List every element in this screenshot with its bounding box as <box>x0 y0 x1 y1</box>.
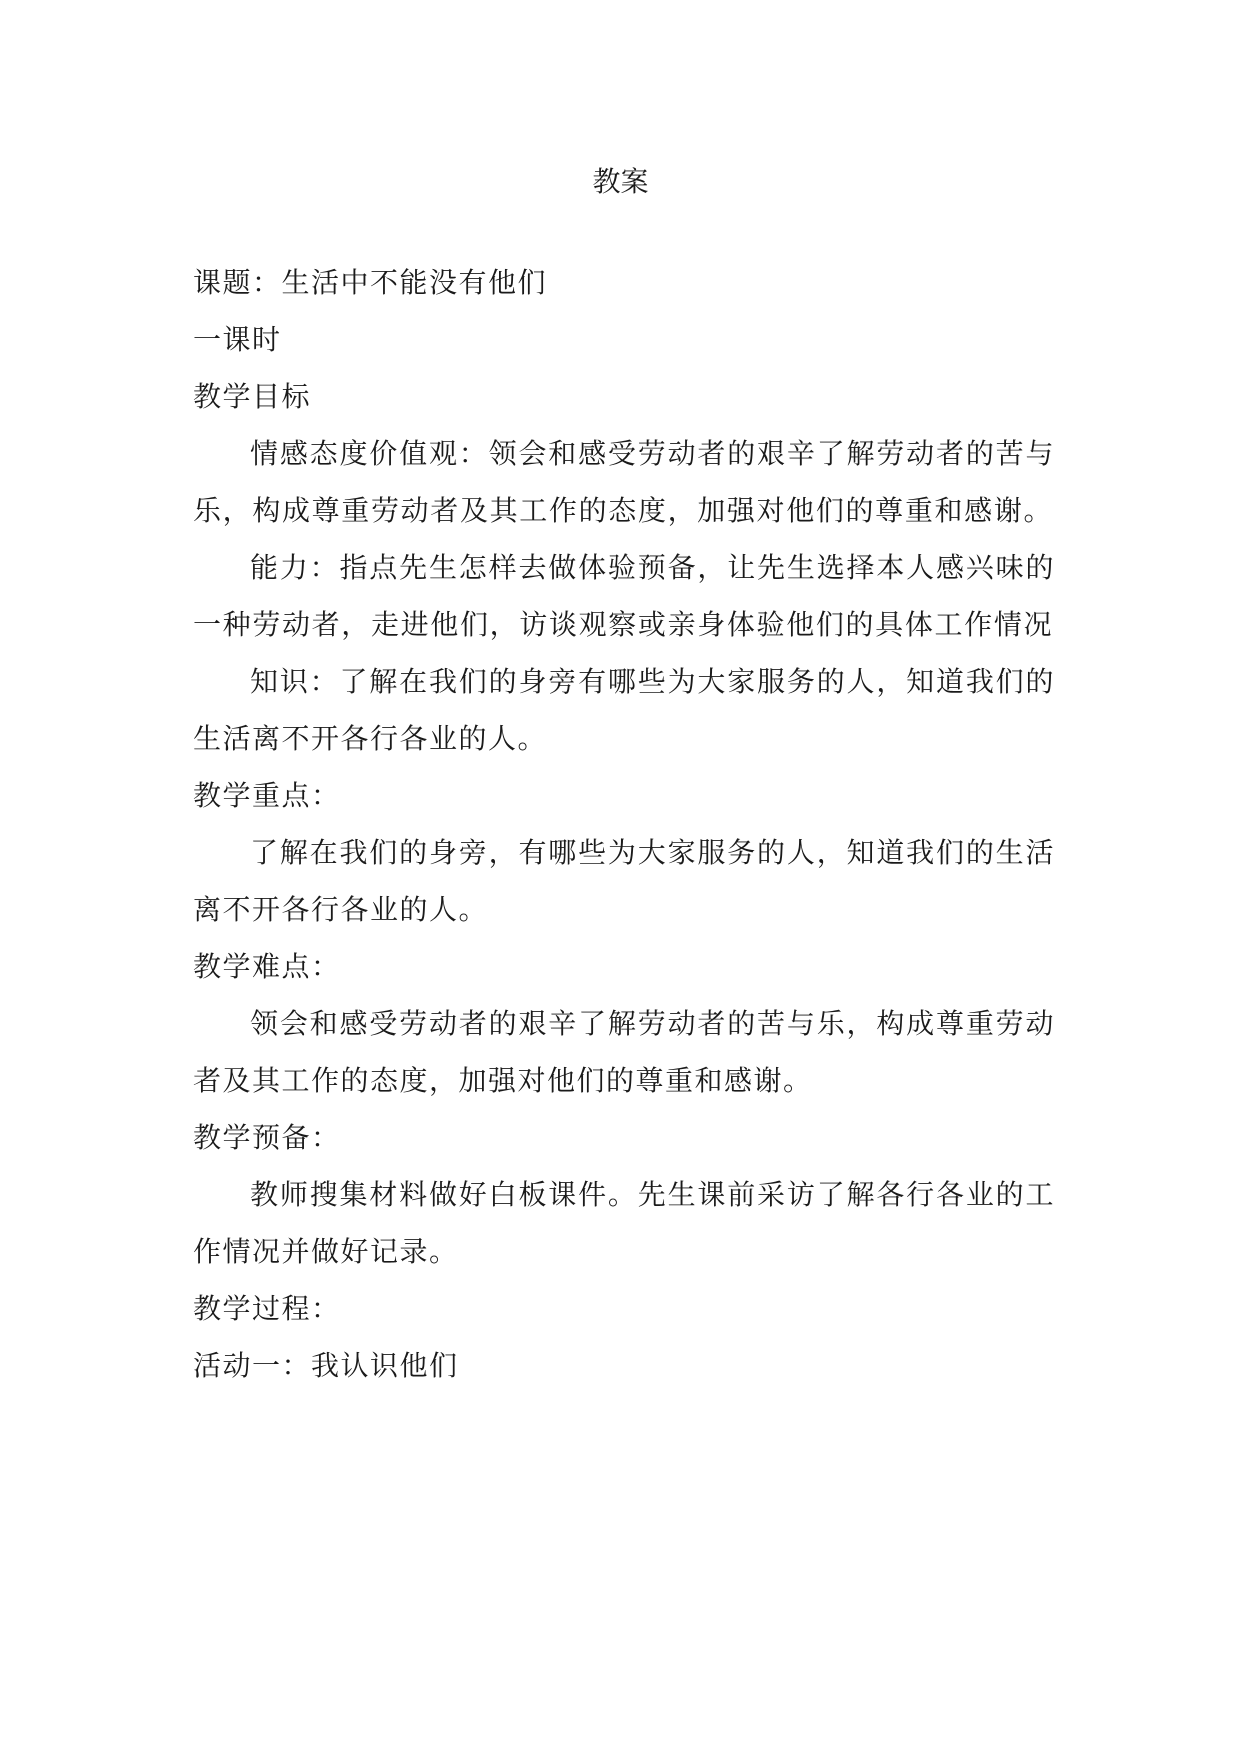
topic-line: 课题：生活中不能没有他们 <box>193 266 548 299</box>
section-heading-objectives: 教学目标 <box>193 380 312 413</box>
paragraph-line: 离不开各行各业的人。 <box>193 893 489 926</box>
section-heading-difficulties: 教学难点： <box>193 950 341 983</box>
paragraph-line: 作情况并做好记录。 <box>193 1235 459 1268</box>
section-heading-key-points: 教学重点： <box>193 779 341 812</box>
section-heading-process: 教学过程： <box>193 1292 341 1325</box>
section-heading-preparation: 教学预备： <box>193 1121 341 1154</box>
paragraph-line: 领会和感受劳动者的艰辛了解劳动者的苦与乐，构成尊重劳动 <box>250 1007 1055 1040</box>
lesson-count-line: 一课时 <box>193 323 282 356</box>
paragraph-line: 情感态度价值观：领会和感受劳动者的艰辛了解劳动者的苦与 <box>250 437 1055 470</box>
paragraph-line: 了解在我们的身旁，有哪些为大家服务的人，知道我们的生活 <box>250 836 1055 869</box>
paragraph-line: 知识：了解在我们的身旁有哪些为大家服务的人，知道我们的 <box>250 665 1055 698</box>
paragraph-line: 教师搜集材料做好白板课件。先生课前采访了解各行各业的工 <box>250 1178 1055 1211</box>
paragraph-line: 乐，构成尊重劳动者及其工作的态度，加强对他们的尊重和感谢。 <box>193 494 1053 527</box>
document-title: 教案 <box>592 165 649 198</box>
paragraph-line: 一种劳动者，走进他们，访谈观察或亲身体验他们的具体工作情况 <box>193 608 1053 641</box>
paragraph-line: 者及其工作的态度，加强对他们的尊重和感谢。 <box>193 1064 813 1097</box>
activity-heading: 活动一：我认识他们 <box>193 1349 459 1382</box>
paragraph-line: 能力：指点先生怎样去做体验预备，让先生选择本人感兴味的 <box>250 551 1055 584</box>
paragraph-line: 生活离不开各行各业的人。 <box>193 722 548 755</box>
